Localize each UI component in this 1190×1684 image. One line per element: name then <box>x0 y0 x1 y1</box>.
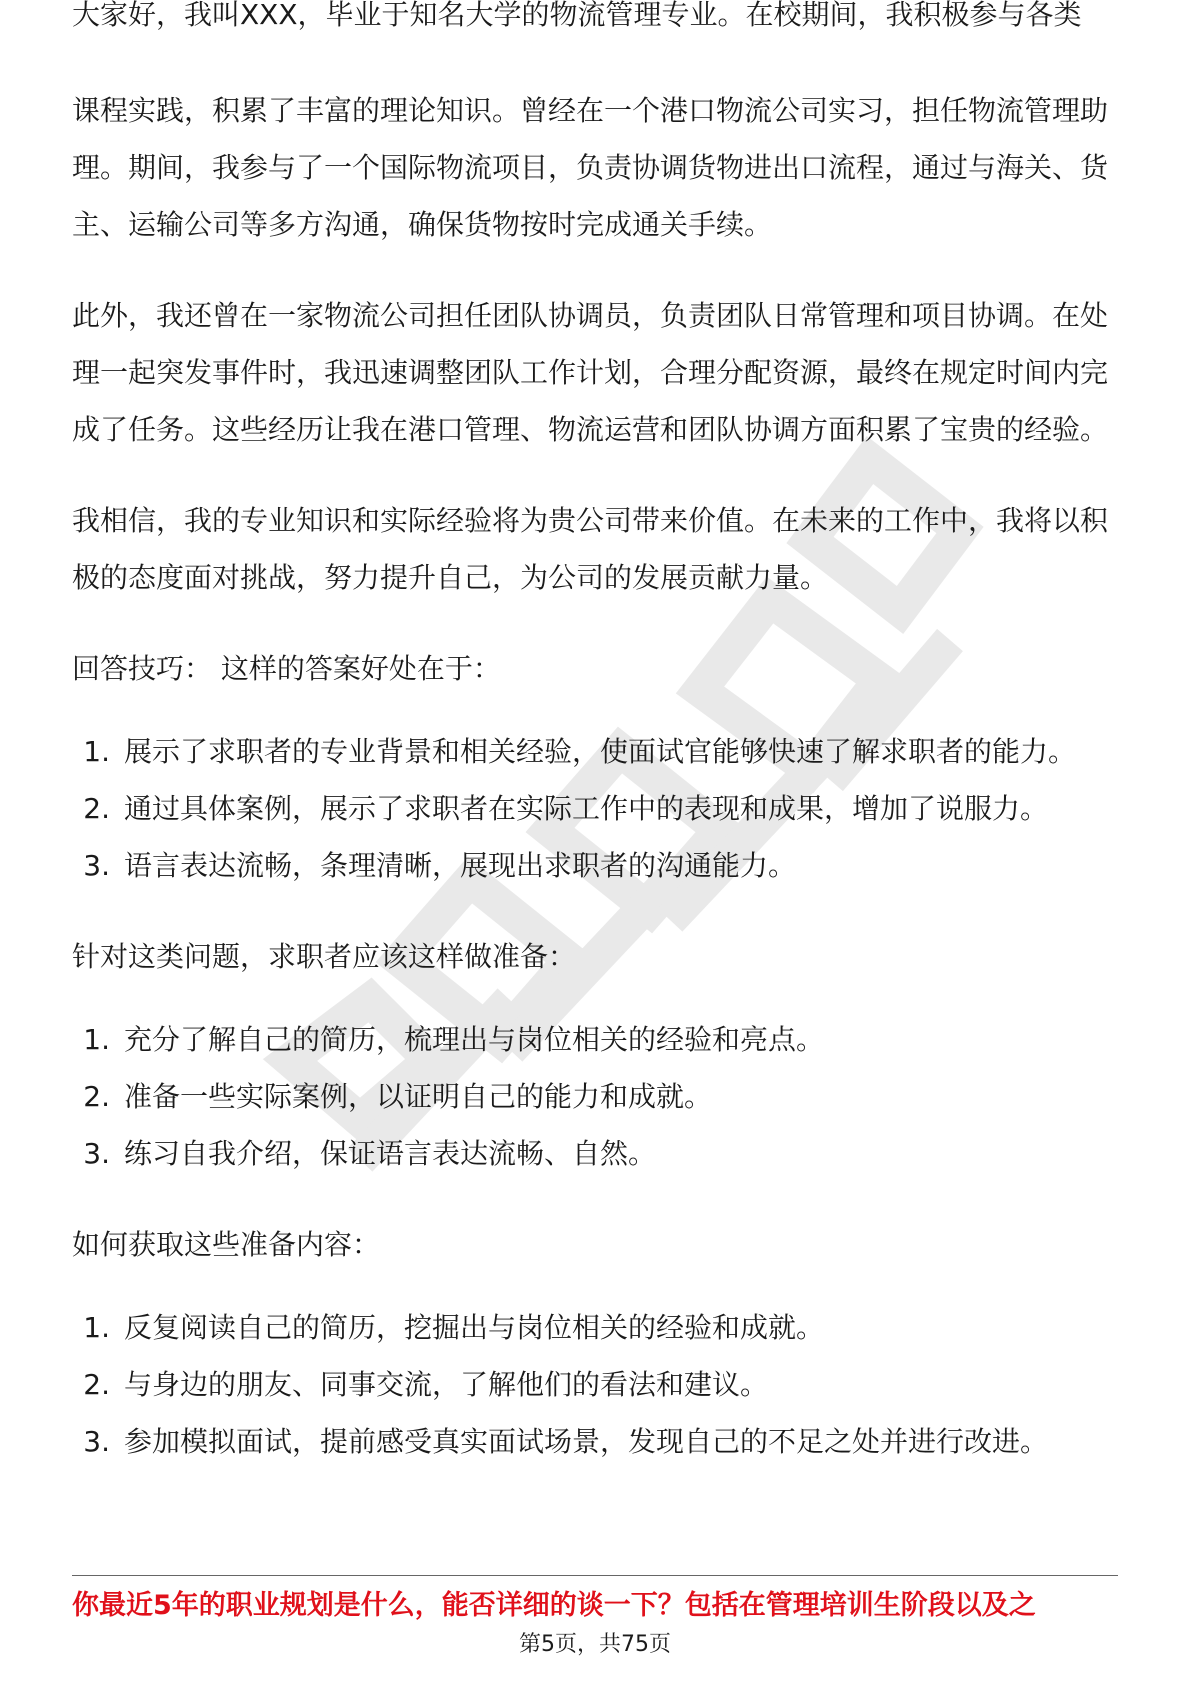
list-item <box>72 1299 1118 1356</box>
page-number: 第5页，共75页 <box>519 1632 671 1657</box>
footer-divider <box>72 1575 1118 1576</box>
list-number: 3. <box>83 1137 110 1170</box>
list-item <box>72 1356 1118 1413</box>
next-question-heading: 你最近5年的职业规划是什么，能否详细的谈一下？包括在管理培训生阶段以及之 <box>72 1590 1036 1621</box>
list-number: 3. <box>83 1425 110 1458</box>
paragraph-conclusion: 我相信，我的专业知识和实际经验将为贵公司带来价值。在未来的工作中，我将以积极的态度面对挑战，努力提升自己，为公司的发展贡献力量。 <box>72 504 1109 594</box>
list-number: 1. <box>83 1311 110 1344</box>
tips-title: 回答技巧： 这样的答案好处在于： <box>72 652 501 685</box>
list-text: 与身边的朋友、同事交流，了解他们的看法和建议。 <box>124 1368 769 1401</box>
list-item <box>72 723 1118 780</box>
list-number: 2. <box>83 1368 110 1401</box>
list-text: 反复阅读自己的简历，挖掘出与岗位相关的经验和成就。 <box>124 1311 825 1344</box>
preparation-list <box>72 1011 1118 1182</box>
list-item <box>72 1011 1118 1068</box>
list-text: 准备一些实际案例，以证明自己的能力和成就。 <box>124 1080 713 1113</box>
list-item <box>72 1125 1118 1182</box>
list-text: 参加模拟面试，提前感受真实面试场景，发现自己的不足之处并进行改进。 <box>124 1425 1049 1458</box>
preparation-title: 针对这类问题，求职者应该这样做准备： <box>72 940 577 973</box>
list-number: 1. <box>83 735 110 768</box>
list-number: 1. <box>83 1023 110 1056</box>
cut-off-top-line <box>72 0 1118 56</box>
list-number: 2. <box>83 792 110 825</box>
sources-list <box>72 1299 1118 1470</box>
list-text: 语言表达流畅，条理清晰，展现出求职者的沟通能力。 <box>124 849 797 882</box>
document-body <box>72 82 1118 1504</box>
list-text: 展示了求职者的专业背景和相关经验，使面试官能够快速了解求职者的能力。 <box>124 735 1077 768</box>
list-item <box>72 837 1118 894</box>
list-item <box>72 1068 1118 1125</box>
sources-title: 如何获取这些准备内容： <box>72 1228 381 1261</box>
paragraph-internship: 课程实践，积累了丰富的理论知识。曾经在一个港口物流公司实习，担任物流管理助理。期间，我参与了一个国际物流项目，负责协调货物进出口流程，通过与海关、货主、运输公司等多方沟通，确保货物按时完成通关手续。 <box>72 94 1109 241</box>
list-text: 充分了解自己的简历，梳理出与岗位相关的经验和亮点。 <box>124 1023 825 1056</box>
list-text: 通过具体案例，展示了求职者在实际工作中的表现和成果，增加了说服力。 <box>124 792 1049 825</box>
list-number: 3. <box>83 849 110 882</box>
list-item <box>72 780 1118 837</box>
list-item <box>72 1413 1118 1470</box>
list-text: 练习自我介绍，保证语言表达流畅、自然。 <box>124 1137 657 1170</box>
list-number: 2. <box>83 1080 110 1113</box>
cut-off-top-line-text: 大家好，我叫XXX，毕业于知名大学的物流管理专业。在校期间，我积极参与各类 <box>72 0 1082 31</box>
paragraph-team-coordinator: 此外，我还曾在一家物流公司担任团队协调员，负责团队日常管理和项目协调。在处理一起突发事件时，我迅速调整团队工作计划，合理分配资源，最终在规定时间内完成了任务。这些经历让我在港口管理、物流运营和团队协调方面积累了宝贵的经验。 <box>72 299 1109 446</box>
tips-list <box>72 723 1118 894</box>
